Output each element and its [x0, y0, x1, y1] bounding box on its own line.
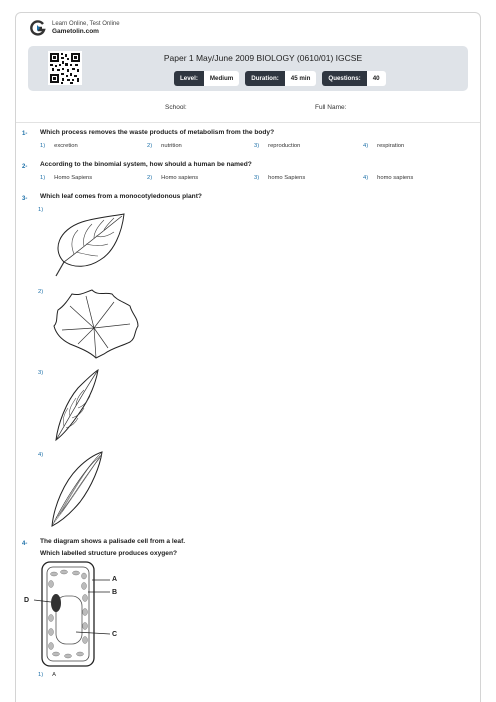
option-number: 1) — [40, 143, 46, 149]
label-a: A — [112, 576, 118, 583]
option-label: Homo Sapiens — [54, 175, 93, 181]
question-number: 1- — [22, 131, 28, 137]
option-2[interactable] — [147, 143, 182, 149]
questions-label: Questions: — [322, 71, 366, 86]
paper-title: Paper 1 May/June 2009 BIOLOGY (0610/01) IGCSE — [163, 53, 363, 63]
question-text: The diagram shows a palisade cell from a leaf. — [40, 538, 186, 545]
option-number: 4) — [363, 175, 369, 181]
lobed-leaf-image[interactable] — [50, 288, 142, 362]
option-label: homo sapiens — [377, 175, 414, 181]
question-number: 3- — [22, 196, 28, 202]
option-3[interactable]: 3) — [38, 370, 44, 376]
level-label: Level: — [174, 71, 204, 86]
question-text: According to the binomial system, how should a human be named? — [40, 161, 252, 168]
option-number: 2) — [147, 175, 153, 181]
question-number: 2- — [22, 164, 28, 170]
level-value: Medium — [204, 71, 239, 86]
question-text: Which leaf comes from a monocotyledonous plant? — [40, 193, 202, 200]
option-2[interactable] — [147, 175, 198, 181]
option-label: reproduction — [268, 143, 301, 149]
option-1[interactable] — [40, 143, 78, 149]
option-1[interactable] — [40, 175, 92, 181]
option-label: homo Sapiens — [268, 175, 306, 181]
duration-pill — [245, 71, 316, 86]
brand[interactable] — [30, 20, 120, 36]
option-label: excretion — [54, 143, 78, 149]
gametolin-logo-icon — [30, 20, 46, 36]
brand-site[interactable]: Gametolin.com — [52, 27, 99, 35]
divider — [16, 122, 480, 123]
option-number: 1) — [40, 175, 46, 181]
questions-value: 40 — [367, 71, 386, 86]
option-number: 4) — [363, 143, 369, 149]
school-field[interactable]: School: — [165, 104, 187, 111]
question-text: Which process removes the waste products of metabolism from the body? — [40, 129, 275, 136]
option-number: 1) — [38, 672, 44, 678]
duration-value: 45 min — [285, 71, 317, 86]
option-4[interactable] — [363, 175, 413, 181]
option-number: 3) — [254, 175, 260, 181]
exam-header — [28, 46, 468, 91]
full-name-field[interactable]: Full Name: — [315, 104, 347, 111]
option-label: Homo sapiens — [161, 175, 199, 181]
option-label: nutrition — [161, 143, 182, 149]
option-2[interactable]: 2) — [38, 289, 44, 295]
option-3[interactable] — [254, 143, 300, 149]
broad-leaf-image[interactable] — [48, 212, 130, 282]
option-4[interactable]: 4) — [38, 452, 44, 458]
question-number: 4- — [22, 541, 28, 547]
option-number: 2) — [147, 143, 153, 149]
narrow-leaf-image[interactable] — [52, 368, 102, 444]
questions-pill — [322, 71, 385, 86]
option-label: A — [52, 672, 57, 678]
option-number: 3) — [254, 143, 260, 149]
option-4[interactable] — [363, 143, 404, 149]
option-3[interactable] — [254, 175, 305, 181]
option-label: respiration — [377, 143, 405, 149]
option-1[interactable]: 1) — [38, 207, 44, 213]
option-1[interactable] — [38, 672, 56, 678]
parallel-vein-leaf-image[interactable] — [48, 450, 106, 528]
label-b: B — [112, 589, 118, 596]
brand-tagline: Learn Online, Test Online — [52, 21, 120, 28]
question-subtext: Which labelled structure produces oxygen? — [40, 550, 178, 557]
label-c: C — [112, 631, 118, 638]
label-d: D — [24, 597, 30, 604]
palisade-cell-diagram — [20, 558, 130, 668]
exam-meta — [174, 71, 386, 86]
level-pill — [174, 71, 239, 86]
duration-label: Duration: — [245, 71, 285, 86]
